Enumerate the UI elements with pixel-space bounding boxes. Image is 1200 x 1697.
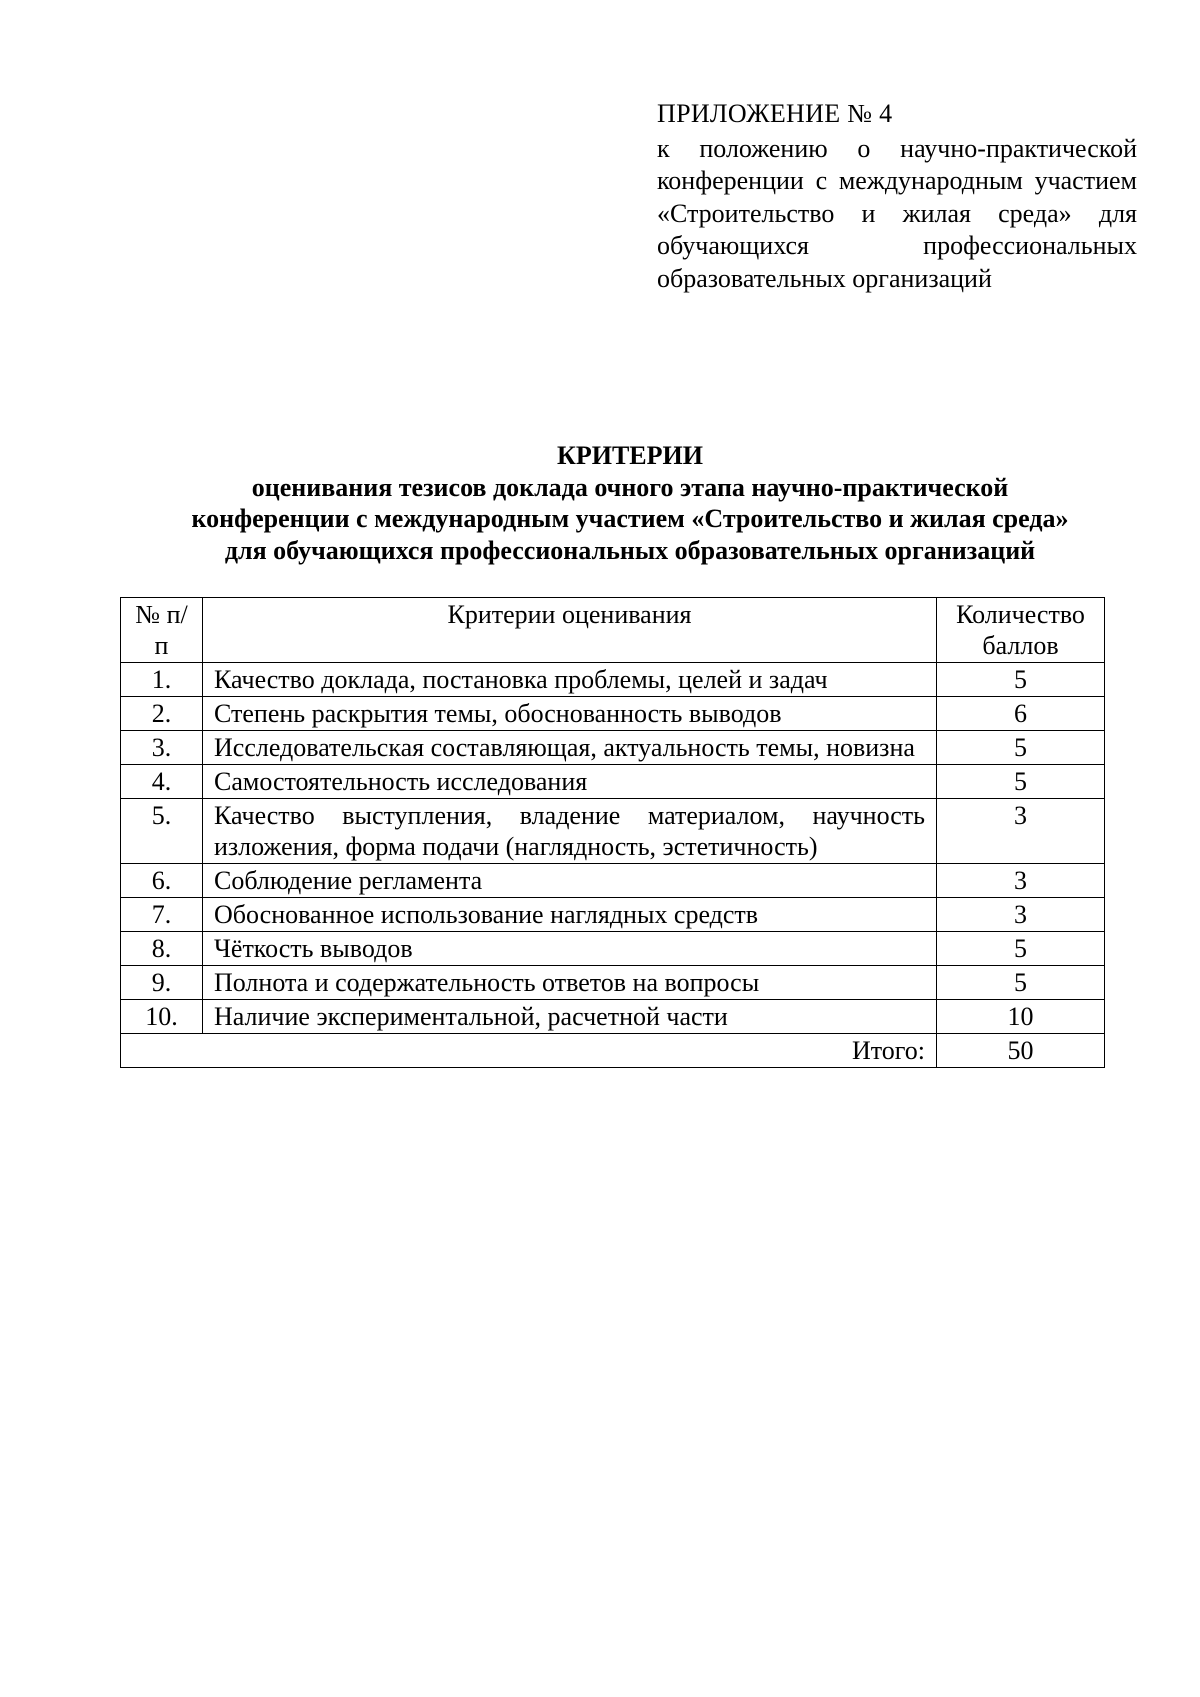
appendix-block <box>657 98 1137 296</box>
row-score: 3 <box>937 799 1105 864</box>
total-value: 50 <box>937 1034 1105 1068</box>
row-criteria: Соблюдение регламента <box>203 864 937 898</box>
appendix-text: к положению о научно-практической конференции с международным участием «Строительство и жилая среда» для обучающихся профессиональных образовательных организаций <box>657 133 1137 293</box>
row-num: 1. <box>121 663 203 697</box>
row-criteria: Самостоятельность исследования <box>203 765 937 799</box>
header-criteria: Критерии оценивания <box>203 598 937 663</box>
row-score: 3 <box>937 898 1105 932</box>
row-num: 10. <box>121 1000 203 1034</box>
total-label: Итого: <box>121 1034 937 1068</box>
appendix-title: ПРИЛОЖЕНИЕ № 4 <box>657 99 893 128</box>
table-row <box>121 731 1105 765</box>
row-score: 3 <box>937 864 1105 898</box>
table-header-row <box>121 598 1105 663</box>
row-num: 3. <box>121 731 203 765</box>
row-criteria: Наличие экспериментальной, расчетной части <box>203 1000 937 1034</box>
row-num: 8. <box>121 932 203 966</box>
row-score: 5 <box>937 731 1105 765</box>
table-row <box>121 932 1105 966</box>
row-criteria: Полнота и содержательность ответов на вопросы <box>203 966 937 1000</box>
row-score: 10 <box>937 1000 1105 1034</box>
row-criteria: Качество доклада, постановка проблемы, целей и задач <box>203 663 937 697</box>
row-num: 4. <box>121 765 203 799</box>
row-criteria: Степень раскрытия темы, обоснованность выводов <box>203 697 937 731</box>
header-num: № п/п <box>121 598 203 663</box>
row-num: 6. <box>121 864 203 898</box>
table-row <box>121 898 1105 932</box>
row-score: 5 <box>937 966 1105 1000</box>
heading-title: КРИТЕРИИ <box>557 441 703 470</box>
row-score: 5 <box>937 765 1105 799</box>
table-row <box>121 966 1105 1000</box>
table-total-row <box>121 1034 1105 1068</box>
row-num: 5. <box>121 799 203 864</box>
row-score: 6 <box>937 697 1105 731</box>
heading-line-1: оценивания тезисов доклада очного этапа научно-практической <box>251 472 1009 502</box>
heading-line-3: для обучающихся профессиональных образовательных организаций <box>224 535 1036 565</box>
row-criteria: Чёткость выводов <box>203 932 937 966</box>
table-row <box>121 765 1105 799</box>
table-row <box>121 799 1105 864</box>
row-num: 2. <box>121 697 203 731</box>
row-num: 7. <box>121 898 203 932</box>
row-num: 9. <box>121 966 203 1000</box>
header-score: Количество баллов <box>937 598 1105 663</box>
table-row <box>121 663 1105 697</box>
row-criteria: Обоснованное использование наглядных средств <box>203 898 937 932</box>
row-score: 5 <box>937 663 1105 697</box>
heading-line-2: конференции с международным участием «Строительство и жилая среда» <box>191 504 1069 533</box>
row-criteria: Исследовательская составляющая, актуальность темы, новизна <box>203 731 937 765</box>
table-row <box>121 864 1105 898</box>
table-row <box>121 697 1105 731</box>
row-score: 5 <box>937 932 1105 966</box>
criteria-table <box>120 597 1105 1068</box>
table-row <box>121 1000 1105 1034</box>
row-criteria: Качество выступления, владение материалом, научность изложения, форма подачи (наглядность, эстетичность) <box>203 799 937 864</box>
document-heading <box>90 440 1170 566</box>
